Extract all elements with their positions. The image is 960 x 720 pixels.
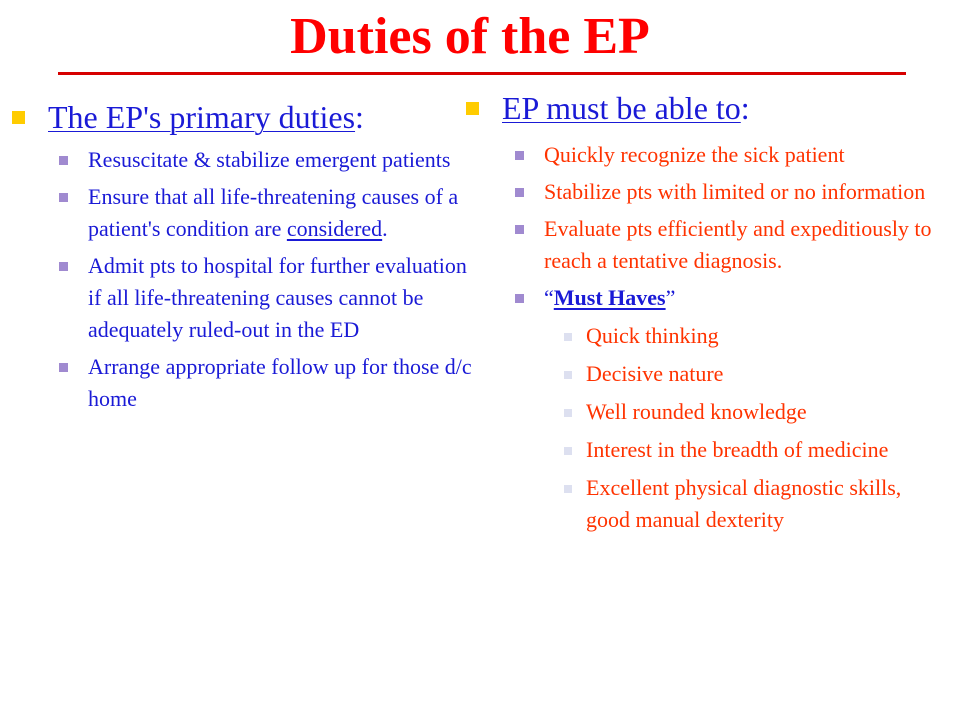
open-quote: “ — [544, 285, 554, 310]
title-divider — [58, 72, 906, 75]
right-heading-text[interactable]: EP must be able to — [502, 90, 741, 126]
list-item-text: Ensure that all life-threatening causes of a patient's condition are — [88, 184, 459, 241]
list-item-text: Evaluate pts efficiently and expeditiously to reach a tentative diagnosis. — [544, 216, 932, 273]
list-item — [8, 181, 478, 245]
square-bullet-icon — [59, 156, 68, 165]
left-heading — [8, 98, 478, 136]
list-item — [462, 434, 938, 466]
must-haves-link[interactable]: Must Haves — [553, 285, 666, 310]
list-item — [8, 144, 478, 176]
square-bullet-icon — [59, 193, 68, 202]
right-heading — [462, 89, 938, 127]
square-bullet-icon — [564, 447, 572, 455]
square-bullet-icon — [564, 371, 572, 379]
list-item — [462, 358, 938, 390]
right-heading-colon: : — [740, 90, 750, 126]
left-bullet-list — [8, 144, 478, 415]
list-item-text: Decisive nature — [586, 361, 724, 386]
square-bullet-icon — [12, 111, 25, 124]
right-bullet-list — [462, 139, 938, 536]
list-item — [462, 213, 938, 277]
square-bullet-icon — [564, 485, 572, 493]
list-item-text: Stabilize pts with limited or no information — [544, 179, 926, 204]
list-item — [8, 351, 478, 415]
list-item-text: Well rounded knowledge — [586, 399, 807, 424]
square-bullet-icon — [466, 102, 479, 115]
considered-link[interactable]: considered — [286, 216, 383, 241]
list-item-text: Admit pts to hospital for further evaluation if all life-threatening causes cannot be adequately ruled-out in the ED — [88, 253, 467, 342]
list-item-text: Interest in the breadth of medicine — [586, 437, 889, 462]
must-haves-list — [462, 320, 938, 536]
square-bullet-icon — [59, 363, 68, 372]
square-bullet-icon — [515, 151, 524, 160]
list-item-text: Resuscitate & stabilize emergent patients — [88, 147, 451, 172]
list-item-punct: . — [382, 216, 388, 241]
list-item — [8, 250, 478, 346]
list-item — [462, 472, 938, 536]
list-item — [462, 176, 938, 208]
left-column — [8, 98, 478, 420]
list-item — [462, 320, 938, 352]
square-bullet-icon — [564, 333, 572, 341]
square-bullet-icon — [515, 294, 524, 303]
close-quote: ” — [665, 285, 676, 310]
must-haves-item — [462, 282, 938, 314]
list-item-text: Excellent physical diagnostic skills, good manual dexterity — [586, 475, 902, 532]
square-bullet-icon — [59, 262, 68, 271]
left-heading-text[interactable]: The EP's primary duties — [48, 99, 356, 135]
list-item — [462, 396, 938, 428]
square-bullet-icon — [564, 409, 572, 417]
square-bullet-icon — [515, 188, 524, 197]
right-column — [462, 89, 938, 542]
left-heading-colon: : — [355, 99, 364, 135]
square-bullet-icon — [515, 225, 524, 234]
slide-title: Duties of the EP — [290, 8, 650, 65]
list-item — [462, 139, 938, 171]
list-item-text: Quickly recognize the sick patient — [544, 142, 845, 167]
list-item-text: Quick thinking — [586, 323, 719, 348]
list-item-text: Arrange appropriate follow up for those d/c home — [88, 354, 472, 411]
